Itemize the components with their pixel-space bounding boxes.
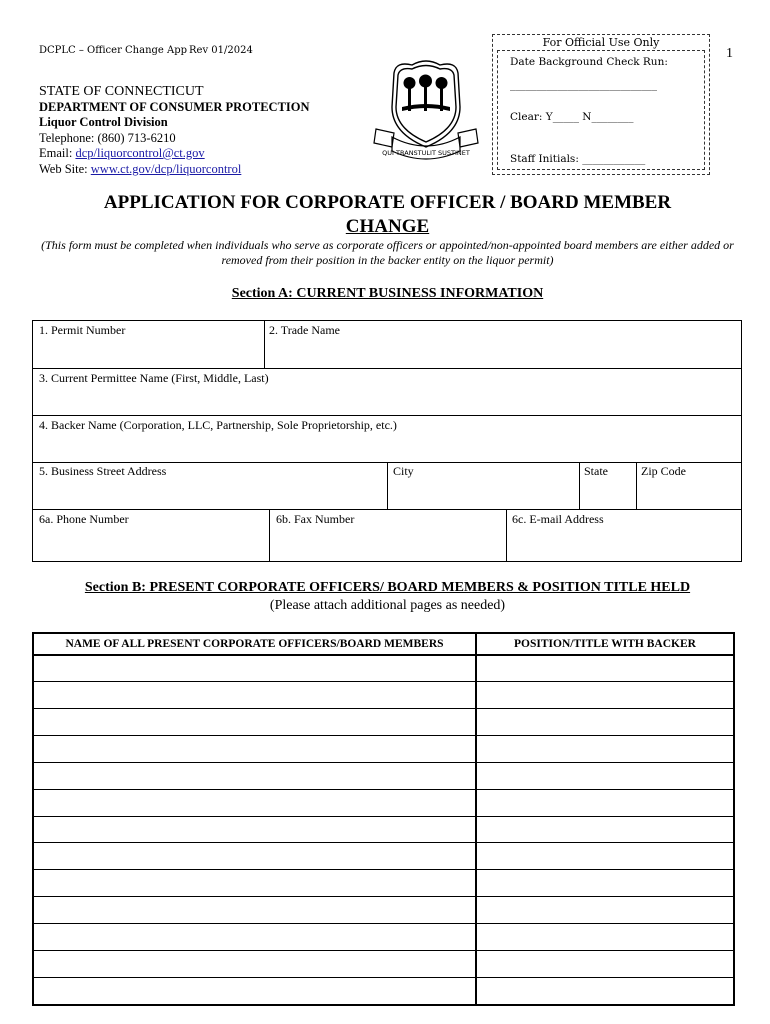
street-address-field[interactable]: 5. Business Street Address — [39, 464, 167, 478]
officer-title-input[interactable] — [477, 898, 733, 923]
officer-title-input[interactable] — [477, 952, 733, 977]
form-instructions: (This form must be completed when individuals who serve as corporate officers or appointed/non-appointed board members are either added or removed from their position in the backer entity on the liquor permit) — [41, 238, 734, 267]
backer-name-field[interactable]: 4. Backer Name (Corporation, LLC, Partnership, Sole Proprietorship, etc.) — [39, 418, 397, 432]
officer-title-input[interactable] — [477, 844, 733, 869]
officer-title-input[interactable] — [477, 818, 733, 843]
telephone: Telephone: (860) 713-6210 — [39, 130, 176, 145]
revision-label: Rev 01/2024 — [189, 45, 253, 56]
department-name: DEPARTMENT OF CONSUMER PROTECTION — [39, 99, 310, 114]
section-b-subheading: (Please attach additional pages as needed) — [269, 598, 506, 613]
officer-name-input[interactable] — [34, 844, 475, 869]
seal-motto: QUI TRANSTULIT SUSTINET — [382, 149, 470, 157]
website-link[interactable]: www.ct.gov/dcp/liquorcontrol — [90, 161, 242, 176]
official-use-title: For Official Use Only — [542, 36, 660, 49]
col-divider — [636, 462, 637, 509]
email-link[interactable]: dcp/liquorcontrol@ct.gov — [75, 146, 205, 160]
permittee-name-field[interactable]: 3. Current Permittee Name (First, Middle, Last) — [39, 371, 269, 385]
form-title-line-1: APPLICATION FOR CORPORATE OFFICER / BOARD MEMBER — [103, 192, 672, 213]
table-row — [34, 869, 475, 870]
table-row — [477, 842, 733, 843]
email-line: Email: dcp/liquorcontrol@ct.gov — [39, 146, 205, 160]
background-check-label: Date Background Check Run: — [510, 56, 668, 68]
officer-name-input[interactable] — [34, 764, 475, 789]
section-a-heading: Section A: CURRENT BUSINESS INFORMATION — [231, 286, 544, 301]
officer-name-input[interactable] — [34, 871, 475, 896]
officer-title-input[interactable] — [477, 764, 733, 789]
row-divider — [33, 509, 741, 510]
table-row — [34, 950, 475, 951]
officer-name-input[interactable] — [34, 979, 475, 1004]
form-title — [40, 191, 735, 239]
officer-name-input[interactable] — [34, 710, 475, 735]
officer-name-input[interactable] — [34, 791, 475, 816]
col-divider — [269, 509, 270, 562]
table-row — [477, 681, 733, 682]
fax-number-field[interactable]: 6b. Fax Number — [276, 512, 355, 526]
col-divider — [387, 462, 388, 509]
table-row — [34, 816, 475, 817]
officer-title-input[interactable] — [477, 683, 733, 708]
officer-title-input[interactable] — [477, 871, 733, 896]
col-divider — [264, 321, 265, 368]
form-code: DCPLC – Officer Change App — [39, 45, 188, 56]
officer-title-input[interactable] — [477, 656, 733, 681]
table-row — [477, 923, 733, 924]
officer-name-input[interactable] — [34, 925, 475, 950]
state-name: STATE OF CONNECTICUT — [39, 84, 204, 99]
city-field[interactable]: City — [393, 464, 414, 478]
email-address-field[interactable]: 6c. E-mail Address — [512, 512, 604, 526]
table-row — [34, 977, 475, 978]
section-b-heading: Section B: PRESENT CORPORATE OFFICERS/ BOARD MEMBERS & POSITION TITLE HELD — [84, 580, 691, 595]
table-row — [477, 977, 733, 978]
table-row — [477, 816, 733, 817]
officer-name-input[interactable] — [34, 898, 475, 923]
state-field[interactable]: State — [584, 464, 608, 478]
state-seal-icon — [372, 55, 480, 167]
form-title-line-2: CHANGE — [345, 216, 430, 237]
website-line: Web Site: www.ct.gov/dcp/liquorcontrol — [39, 161, 242, 176]
table-row — [34, 681, 475, 682]
table-row — [34, 762, 475, 763]
officer-title-input[interactable] — [477, 791, 733, 816]
trade-name-field[interactable]: 2. Trade Name — [269, 323, 340, 337]
table-row — [34, 923, 475, 924]
table-row — [477, 735, 733, 736]
table-row — [477, 869, 733, 870]
official-use-box — [492, 34, 710, 175]
official-use-inner — [497, 50, 705, 170]
officer-name-input[interactable] — [34, 737, 475, 762]
division-name: Liquor Control Division — [39, 115, 168, 129]
permit-number-field[interactable]: 1. Permit Number — [39, 323, 126, 337]
table-row — [34, 896, 475, 897]
table-row — [477, 708, 733, 709]
section-a-form — [32, 320, 742, 562]
table-row — [477, 896, 733, 897]
background-check-line: ____________________________ — [510, 79, 657, 91]
table-row — [477, 789, 733, 790]
table-row — [477, 762, 733, 763]
officer-title-input[interactable] — [477, 737, 733, 762]
officer-name-input[interactable] — [34, 952, 475, 977]
row-divider — [33, 415, 741, 416]
col-divider — [506, 509, 507, 562]
table-row — [477, 950, 733, 951]
column-header-titles: POSITION/TITLE WITH BACKER — [514, 638, 696, 650]
table-row — [34, 708, 475, 709]
column-header-names: NAME OF ALL PRESENT CORPORATE OFFICERS/BOARD MEMBERS — [65, 638, 444, 650]
officer-name-input[interactable] — [34, 656, 475, 681]
table-row — [34, 735, 475, 736]
officer-name-input[interactable] — [34, 683, 475, 708]
officer-name-input[interactable] — [34, 818, 475, 843]
officer-title-input[interactable] — [477, 979, 733, 1004]
row-divider — [33, 368, 741, 369]
officer-title-input[interactable] — [477, 710, 733, 735]
phone-number-field[interactable]: 6a. Phone Number — [39, 512, 129, 526]
table-row — [34, 789, 475, 790]
agency-block — [39, 84, 310, 177]
zip-code-field[interactable]: Zip Code — [641, 464, 686, 478]
officers-table — [32, 632, 735, 1006]
col-divider — [579, 462, 580, 509]
officer-title-input[interactable] — [477, 925, 733, 950]
table-row — [34, 842, 475, 843]
staff-initials-field: Staff Initials: ____________ — [510, 153, 646, 165]
page-number: 1 — [726, 46, 733, 61]
clear-field: Clear: Y_____ N________ — [510, 111, 634, 123]
